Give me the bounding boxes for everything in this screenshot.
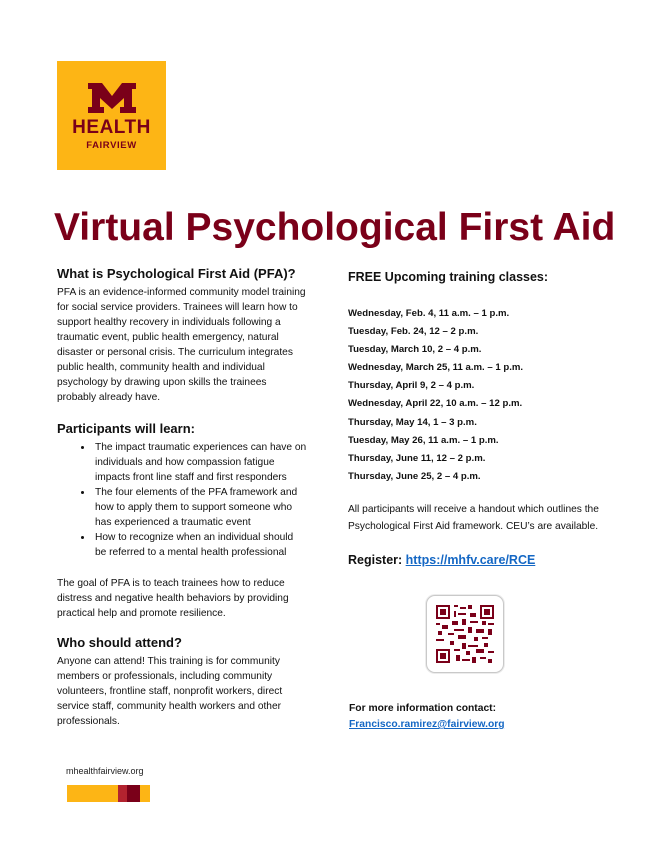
logo-fairview-text: FAIRVIEW [86, 140, 137, 151]
footer-color-bar [127, 785, 140, 802]
register-link[interactable]: https://mhfv.care/RCE [405, 552, 536, 567]
list-item: • The impact traumatic experiences can have on individuals and how compassion fatigue impacts front line staff and first responders [93, 440, 307, 485]
register-label: Register: [348, 552, 406, 567]
class-date: Thursday, May 14, 1 – 3 p.m. [348, 416, 477, 428]
register-line [348, 553, 608, 567]
what-body: PFA is an evidence-informed community model training for social service providers. Trainees will learn how to support healthy recovery in individuals following a traumatic event, public health emergency, natural disaster or personal crisis. The curriculum integrates public health, community health and individual psychology by drawing upon skills the trainees probably already have. [57, 287, 306, 403]
m-block-logo-icon [86, 81, 138, 115]
contact-block [349, 703, 609, 732]
contact-email-link[interactable]: Francisco.ramirez@fairview.org [349, 719, 505, 730]
classes-heading: FREE Upcoming training classes: [348, 270, 549, 284]
right-column [348, 270, 608, 567]
list-item: • How to recognize when an individual should be referred to a mental health professional [93, 530, 307, 560]
class-date: Tuesday, Feb. 24, 12 – 2 p.m. [348, 326, 479, 338]
qr-code-icon [436, 605, 494, 663]
learn-list [57, 440, 307, 560]
footer-color-bar [140, 785, 150, 802]
who-body: Anyone can attend! This training is for community members or professionals, including community volunteers, frontline staff, nonprofit workers, direct service staff, community health workers and other professionals. [57, 656, 283, 727]
health-fairview-logo [57, 61, 166, 170]
class-date: Tuesday, March 10, 2 – 4 p.m. [348, 344, 482, 356]
logo-health-text: HEALTH [72, 117, 151, 138]
page-title: Virtual Psychological First Aid [54, 206, 616, 249]
class-date: Wednesday, March 25, 11 a.m. – 1 p.m. [348, 362, 524, 374]
what-heading: What is Psychological First Aid (PFA)? [57, 266, 296, 281]
footer-site: mhealthfairview.org [66, 766, 144, 776]
class-schedule [348, 305, 608, 486]
class-date: Tuesday, May 26, 11 a.m. – 1 p.m. [348, 434, 499, 446]
who-heading: Who should attend? [57, 635, 182, 650]
footer-color-bar [118, 785, 127, 802]
list-item: • The four elements of the PFA framework and how to apply them to support someone who has experienced a traumatic event [93, 485, 307, 530]
learn-heading: Participants will learn: [57, 421, 195, 436]
class-date: Thursday, April 9, 2 – 4 p.m. [348, 380, 475, 392]
goal-text: The goal of PFA is to teach trainees how to reduce distress and negative health behaviors by providing practical help and promote resilience. [57, 578, 289, 619]
handout-text: All participants will receive a handout which outlines the Psychological First Aid framework. CEU’s are available. [348, 503, 599, 532]
class-date: Wednesday, April 22, 10 a.m. – 12 p.m. [348, 398, 523, 410]
class-date: Thursday, June 25, 2 – 4 p.m. [348, 470, 481, 482]
class-date: Wednesday, Feb. 4, 11 a.m. – 1 p.m. [348, 308, 510, 319]
left-column [57, 266, 307, 729]
contact-label: For more information contact: [349, 703, 497, 714]
footer-color-bar [67, 785, 118, 802]
class-date: Thursday, June 11, 12 – 2 p.m. [348, 452, 486, 464]
qr-code[interactable] [426, 595, 504, 673]
